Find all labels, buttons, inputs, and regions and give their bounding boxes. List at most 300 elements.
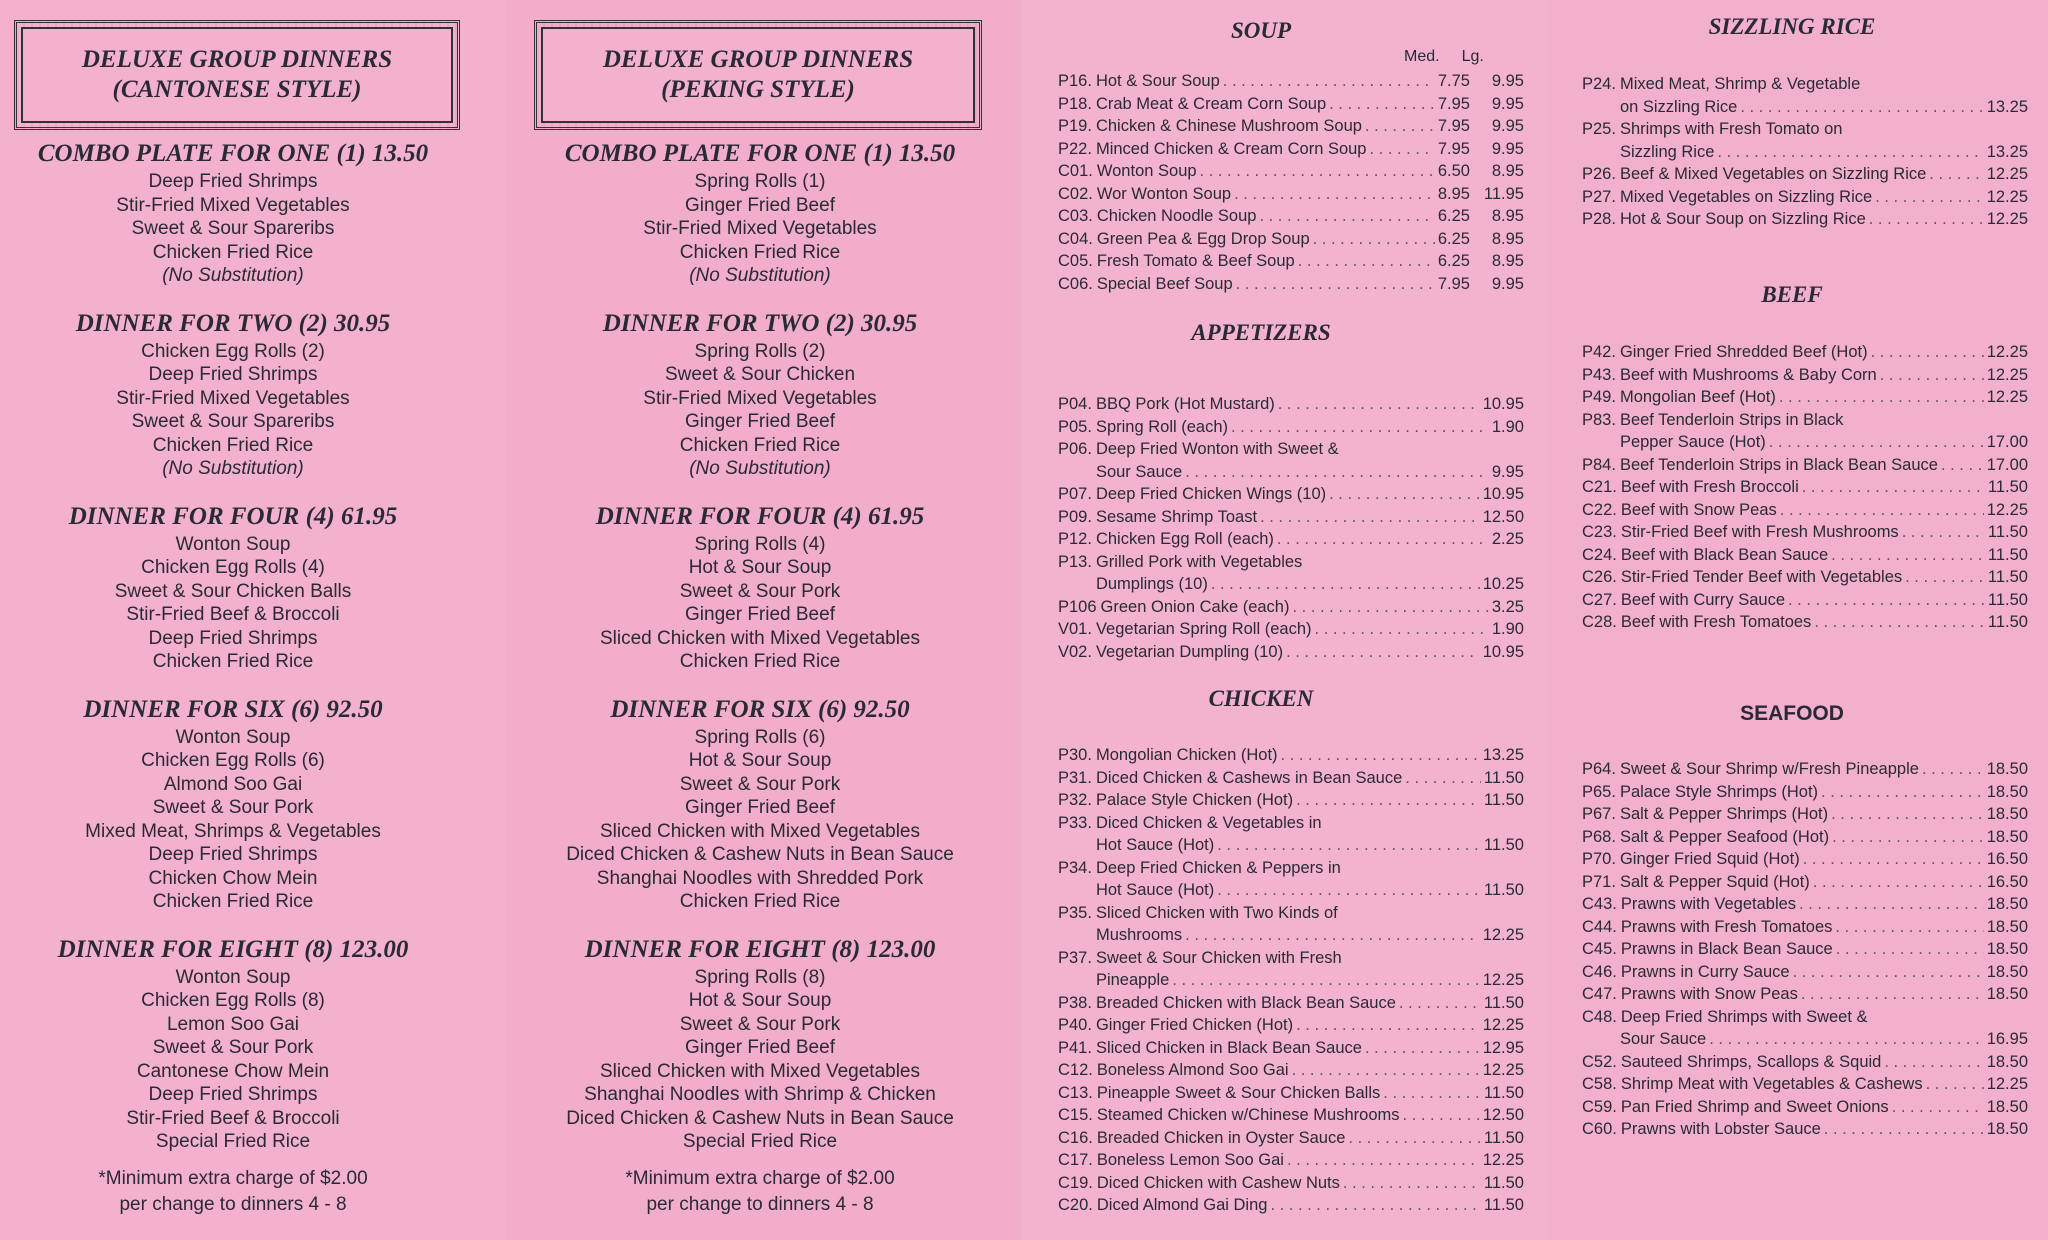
item-price: 12.25 [1986,500,2028,519]
beef-list [1582,341,2028,634]
dinner-item: Hot & Sour Soup [688,990,832,1011]
menu-item-row [1058,924,1524,947]
item-price: 12.25 [1482,926,1524,944]
dot-leader [1802,476,1985,499]
dinner-item: Chicken Chow Mein [148,867,318,889]
dinner-heading: COMBO PLATE FOR ONE (1) 13.50 [37,140,429,167]
dinner-item: Spring Rolls (4) [694,533,826,555]
dot-leader [1260,506,1480,529]
menu-item-row [1058,573,1524,596]
item-price: 18.50 [1986,827,2028,846]
price-large: 11.95 [1483,184,1524,203]
dot-leader [1709,1028,1984,1051]
dinner-item: Special Fried Rice [155,1131,311,1152]
dot-leader [1780,499,1984,522]
dot-leader [1803,848,1984,871]
item-name: Hot & Sour Soup [1095,72,1220,90]
item-price: 11.50 [1483,836,1524,854]
menu-item-row [1058,767,1524,790]
menu-item-row [1582,938,2028,961]
price-medium: 6.50 [1437,162,1470,180]
dot-leader [1217,834,1481,857]
dinner-heading: DINNER FOR FOUR (4) 61.95 [68,502,398,530]
menu-item-row [1582,521,2028,544]
dinner-item: Sweet & Sour Chicken [664,364,856,385]
menu-item-row [1058,834,1524,857]
item-name: Ginger Fried Squid (Hot) [1619,850,1800,868]
item-price: 11.50 [1483,1128,1524,1147]
dot-leader [1926,1073,1984,1096]
item-name: Boneless Lemon Soo Gai [1096,1151,1284,1169]
dot-leader [1717,141,1983,164]
menu-item-row [1058,641,1524,664]
item-price: 12.25 [1482,1016,1524,1034]
item-name: Special Beef Soup [1096,274,1233,293]
dinner-item: Almond Soo Gai [163,773,303,795]
dot-leader [1313,228,1435,251]
item-name: Salt & Pepper Seafood (Hot) [1619,827,1830,846]
item-code: C45. [1582,940,1617,958]
menu-item-row [1582,409,2028,432]
item-name: Deep Fried Chicken & Peppers in [1095,858,1341,877]
dot-leader [1831,544,1985,567]
dinner-item: Sliced Chicken with Mixed Vegetables [599,627,920,649]
dot-leader [1383,1082,1481,1105]
menu-item-row [1058,93,1524,116]
item-name: Beef & Mixed Vegetables on Sizzling Rice [1619,165,1927,183]
dinner-heading: DINNER FOR TWO (2) 30.95 [75,309,391,337]
item-code: C59. [1582,1097,1617,1116]
item-code: P31. [1058,768,1092,787]
item-code: P05. [1058,417,1092,436]
dinner-block [0,138,486,288]
price-large: 8.95 [1491,207,1524,225]
item-name: Hot & Sour Soup on Sizzling Rice [1619,210,1866,228]
dinner-item: Lemon Soo Gai [166,1013,300,1035]
menu-item-row [1058,438,1524,461]
dot-leader [1403,1104,1480,1127]
no-substitution-note: (No Substitution) [162,265,304,286]
item-price: 2.25 [1491,530,1524,548]
item-code: C28. [1582,613,1617,631]
item-name: Stir-Fried Beef with Fresh Mushrooms [1620,523,1899,541]
item-name: Mixed Vegetables on Sizzling Rice [1619,187,1873,206]
item-name: Beef with Curry Sauce [1620,590,1786,609]
dinner-item: Sweet & Sour Spareribs [131,411,335,432]
dinner-item: Wonton Soup [175,533,291,555]
dot-leader [1281,744,1480,767]
item-price: 13.25 [1986,97,2028,116]
item-code: P34. [1058,858,1092,877]
dinner-item: Sweet & Sour Pork [679,773,841,795]
dinner-item: Chicken Fried Rice [152,891,314,912]
item-price: 16.50 [1986,872,2028,891]
menu-item-row [1582,916,2028,939]
soup-list [1058,70,1524,295]
dot-leader [1831,803,1984,826]
dot-leader [1329,93,1435,116]
dinner-block [0,934,486,1154]
dinner-item: Mixed Meat, Shrimps & Vegetables [85,820,381,842]
item-code: P49. [1582,388,1616,406]
chicken-list [1058,744,1524,1217]
price-large: 9.95 [1491,94,1524,113]
dinner-item: Ginger Fried Beef [685,797,835,818]
item-price: 11.50 [1483,881,1524,899]
menu-item-row [1582,826,2028,849]
item-name: Hot Sauce (Hot) [1095,836,1215,854]
menu-item-row [1058,138,1524,161]
menu-item-row [1058,1059,1524,1082]
item-name: Shrimp Meat with Vegetables & Cashews [1620,1075,1923,1093]
menu-item-row [1058,744,1524,767]
dinner-item: Wonton Soup [175,726,291,748]
item-code: C52. [1582,1052,1617,1071]
item-price: 1.90 [1491,417,1524,436]
no-substitution-note: (No Substitution) [689,265,831,286]
menu-item-row [1058,789,1524,812]
menu-item-row [1058,160,1524,183]
cantonese-title-line2: (CANTONESE STYLE) [112,76,362,103]
panel-cantonese-dinners [0,0,506,1240]
item-name: Sweet & Sour Chicken with Fresh [1095,948,1342,967]
cantonese-footer-line1: *Minimum extra charge of $2.00 [98,1168,368,1189]
item-name: Beef Tenderloin Strips in Black [1619,410,1844,429]
dot-leader [1296,789,1481,812]
item-price: 16.50 [1986,850,2028,868]
item-code: C26. [1582,568,1617,586]
item-code: P30. [1058,746,1092,764]
dinner-item: Deep Fried Shrimps [148,364,318,385]
item-price: 13.25 [1986,142,2028,161]
item-price: 18.50 [1986,805,2028,823]
sizzling-rice-list [1582,73,2028,231]
price-medium: 7.75 [1437,72,1470,90]
dot-leader [1836,938,1984,961]
price-medium: 8.95 [1437,184,1470,203]
menu-item-row [1058,1037,1524,1060]
item-code: C21. [1582,478,1617,496]
dot-leader [1172,969,1479,992]
menu-item-row [1058,528,1524,551]
item-price: 11.50 [1483,1083,1524,1102]
chicken-title: CHICKEN [1208,686,1314,711]
item-code: P43. [1582,365,1616,384]
item-price: 9.95 [1491,462,1524,481]
dinner-block [502,694,1018,914]
peking-title-line1: DELUXE GROUP DINNERS [602,46,914,73]
dinner-heading: DINNER FOR FOUR (4) 61.95 [595,502,925,530]
price-medium: 6.25 [1437,207,1470,225]
dinner-item: Cantonese Chow Mein [136,1060,330,1082]
item-name: Breaded Chicken in Oyster Sauce [1096,1128,1346,1147]
item-price: 11.50 [1483,768,1524,787]
item-price: 12.25 [1986,165,2028,183]
item-code: P40. [1058,1016,1092,1034]
menu-item-row [1058,228,1524,251]
dinner-item: Sliced Chicken with Mixed Vegetables [599,820,920,842]
dinner-heading: DINNER FOR SIX (6) 92.50 [83,695,383,723]
cantonese-title-line1: DELUXE GROUP DINNERS [81,46,393,73]
item-price: 17.00 [1986,455,2028,474]
item-name: Prawns with Lobster Sauce [1620,1120,1821,1138]
dinner-item: Stir-Fried Mixed Vegetables [643,387,877,409]
item-name: Fresh Tomato & Beef Soup [1096,252,1295,270]
dot-leader [1832,826,1984,849]
item-name: Sliced Chicken in Black Bean Sauce [1095,1038,1362,1057]
dinner-item: Chicken Fried Rice [679,434,841,456]
item-code: C22. [1582,500,1617,519]
item-code: P24. [1582,75,1616,93]
item-name: Mushrooms [1095,926,1183,944]
item-name: Mongolian Chicken (Hot) [1095,746,1278,764]
menu-item-row [1582,341,2028,364]
item-price: 11.50 [1483,1173,1524,1192]
dinner-item: Deep Fried Shrimps [148,627,318,649]
dinner-item: Spring Rolls (6) [694,726,826,748]
dot-leader [1343,1172,1481,1195]
item-code: C48. [1582,1007,1617,1026]
item-name: Pineapple [1095,971,1170,989]
item-code: P83. [1582,410,1616,429]
dinner-item: Deep Fried Shrimps [148,171,318,192]
soup-col-med: Med. [1404,48,1440,65]
item-name: Diced Almond Gai Ding [1096,1196,1268,1214]
menu-item-row [1058,1082,1524,1105]
dinner-item: Deep Fried Shrimps [148,844,318,865]
price-medium: 7.95 [1437,117,1470,135]
menu-item-row [1582,1051,2028,1074]
item-name: Chicken Egg Roll (each) [1095,530,1274,548]
item-price: 16.95 [1986,1030,2028,1048]
dot-leader [1740,96,1983,119]
item-name: Crab Meat & Cream Corn Soup [1095,94,1327,113]
dinner-item: Chicken Egg Rolls (2) [141,340,325,362]
item-code: P09. [1058,507,1092,526]
dinner-item: Hot & Sour Soup [688,750,832,771]
item-name: Mixed Meat, Shrimp & Vegetable [1619,75,1861,93]
item-name: Ginger Fried Shredded Beef (Hot) [1619,343,1868,361]
price-large: 8.95 [1491,252,1524,270]
item-code: P25. [1582,120,1616,138]
menu-item-row [1058,969,1524,992]
item-name: Sizzling Rice [1619,142,1715,161]
menu-item-row [1582,848,2028,871]
item-code: C46. [1582,962,1617,981]
item-name: Minced Chicken & Cream Corn Soup [1095,139,1367,158]
price-large: 9.95 [1491,139,1524,158]
menu-item-row [1058,1104,1524,1127]
dinner-item: Sweet & Sour Pork [679,580,841,602]
soup-size-header [1404,48,1484,66]
dot-leader [1259,205,1434,228]
menu-item-row [1582,803,2028,826]
dinner-item: Deep Fried Shrimps [148,1084,318,1105]
dot-leader [1365,115,1435,138]
item-price: 11.50 [1483,993,1524,1012]
item-price: 18.50 [1986,917,2028,936]
item-price: 12.25 [1482,1151,1524,1169]
item-code: P26. [1582,165,1616,183]
sizzling-title: SIZZLING RICE [1708,14,1876,39]
item-name: Boneless Almond Soo Gai [1096,1061,1289,1079]
peking-title-line2: (PEKING STYLE) [661,76,855,103]
dot-leader [1799,893,1984,916]
cantonese-title-box [14,20,460,130]
item-name: Pepper Sauce (Hot) [1619,433,1766,451]
item-code: C03. [1058,207,1093,225]
item-price: 10.95 [1482,642,1524,661]
dot-leader [1793,961,1984,984]
item-code: P12. [1058,530,1092,548]
price-medium: 7.95 [1437,274,1470,293]
item-name: Ginger Fried Chicken (Hot) [1095,1016,1294,1034]
dinner-block [502,934,1018,1154]
item-code: C47. [1582,985,1617,1003]
menu-item-row [1058,812,1524,835]
menu-item-row [1058,551,1524,574]
dinner-item: Sweet & Sour Chicken Balls [114,580,352,602]
menu-item-row [1058,1127,1524,1150]
item-code: P33. [1058,813,1092,832]
item-name: Beef with Fresh Broccoli [1620,478,1799,496]
peking-footer-line2: per change to dinners 4 - 8 [646,1194,874,1215]
item-code: P70. [1582,850,1616,868]
dot-leader [1329,483,1480,506]
menu-item-row [1582,1073,2028,1096]
menu-item-row [1058,857,1524,880]
item-code: C27. [1582,590,1617,609]
item-price: 10.95 [1482,485,1524,503]
menu-item-row [1058,618,1524,641]
menu-item-row [1582,386,2028,409]
item-price: 12.25 [1986,1075,2028,1093]
menu-item-row [1582,73,2028,96]
dot-leader [1315,618,1489,641]
item-code: C60. [1582,1120,1617,1138]
item-name: Pineapple Sweet & Sour Chicken Balls [1096,1083,1381,1102]
dinner-item: Wonton Soup [175,966,291,988]
dinner-item: Chicken Egg Rolls (4) [141,557,325,578]
dot-leader [1292,596,1488,619]
dinner-item: Chicken Egg Rolls (6) [141,750,325,771]
item-code: C02. [1058,184,1093,203]
price-large: 9.95 [1491,274,1524,293]
dot-leader [1902,521,1985,544]
menu-item-row [1582,476,2028,499]
item-code: P106 [1058,597,1097,616]
menu-item-row [1582,566,2028,589]
menu-item-row [1582,141,2028,164]
item-price: 12.25 [1986,388,2028,406]
item-price: 11.50 [1987,523,2028,541]
item-name: Mongolian Beef (Hot) [1619,388,1776,406]
dot-leader [1835,916,1983,939]
dinner-item: Sweet & Sour Pork [152,797,314,818]
dinner-item: Stir-Fried Beef & Broccoli [126,1107,340,1129]
dinner-heading: DINNER FOR TWO (2) 30.95 [602,309,918,337]
item-code: V01. [1058,620,1092,638]
item-price: 12.25 [1986,365,2028,384]
item-price: 1.90 [1491,620,1524,638]
dinner-heading: COMBO PLATE FOR ONE (1) 13.50 [564,140,956,167]
dinner-item: Shanghai Noodles with Shrimp & Chicken [584,1084,936,1105]
menu-item-row [1058,483,1524,506]
item-name: Green Onion Cake (each) [1100,597,1290,616]
item-code: P32. [1058,791,1092,809]
item-code: P67. [1582,805,1616,823]
item-price: 17.00 [1986,433,2028,451]
menu-item-row [1582,1006,2028,1029]
dinner-block [502,501,1018,674]
item-name: Chicken & Chinese Mushroom Soup [1095,117,1362,135]
soup-title: SOUP [1230,18,1292,43]
item-name: Beef with Fresh Tomatoes [1620,613,1812,631]
menu-item-row [1582,364,2028,387]
seafood-title: SEAFOOD [1740,702,1844,725]
dinner-item: Special Fried Rice [682,1131,838,1152]
no-substitution-note: (No Substitution) [689,458,831,479]
item-price: 18.50 [1986,782,2028,801]
dinner-block [0,308,486,481]
item-price: 11.50 [1483,791,1524,809]
dot-leader [1185,924,1480,947]
dinner-item: Spring Rolls (2) [694,340,826,362]
dot-leader [1270,1194,1480,1217]
dot-leader [1905,566,1985,589]
item-name: Deep Fried Wonton with Sweet & [1095,440,1339,458]
menu-item-row [1058,273,1524,296]
item-name: Sour Sauce [1095,462,1183,481]
item-name: Green Pea & Egg Drop Soup [1096,229,1310,248]
dinner-item: Sliced Chicken with Mixed Vegetables [599,1060,920,1082]
item-name: Sour Sauce [1619,1030,1707,1048]
item-code: C23. [1582,523,1617,541]
dot-leader [1365,1037,1480,1060]
item-name: Diced Chicken & Vegetables in [1095,813,1322,832]
item-code: P64. [1582,760,1616,778]
dinner-heading: DINNER FOR EIGHT (8) 123.00 [584,935,936,963]
menu-item-row [1058,70,1524,93]
item-code: C17. [1058,1151,1093,1169]
item-code: P22. [1058,139,1092,158]
item-code: C13. [1058,1083,1093,1102]
menu-item-row [1058,393,1524,416]
item-code: P18. [1058,94,1092,113]
item-price: 11.50 [1987,590,2028,609]
menu-item-row [1582,758,2028,781]
item-code: V02. [1058,642,1092,661]
item-price: 12.25 [1986,343,2028,361]
menu-item-row [1582,118,2028,141]
item-name: Deep Fried Shrimps with Sweet & [1620,1007,1868,1026]
item-price: 11.50 [1987,613,2028,631]
dot-leader [1287,1149,1480,1172]
price-medium: 6.25 [1437,252,1470,270]
menu-item-row [1582,96,2028,119]
menu-item-row [1058,1149,1524,1172]
item-name: Wonton Soup [1096,162,1197,180]
dinner-item: Spring Rolls (8) [694,966,826,988]
dinner-item: Stir-Fried Mixed Vegetables [116,194,350,216]
price-medium: 6.25 [1437,229,1470,248]
dot-leader [1200,160,1435,183]
item-name: Hot Sauce (Hot) [1095,881,1215,899]
dot-leader [1769,431,1984,454]
item-name: Sweet & Sour Shrimp w/Fresh Pineapple [1619,760,1919,778]
item-price: 12.25 [1482,971,1524,989]
dinner-item: Sweet & Sour Pork [152,1037,314,1058]
